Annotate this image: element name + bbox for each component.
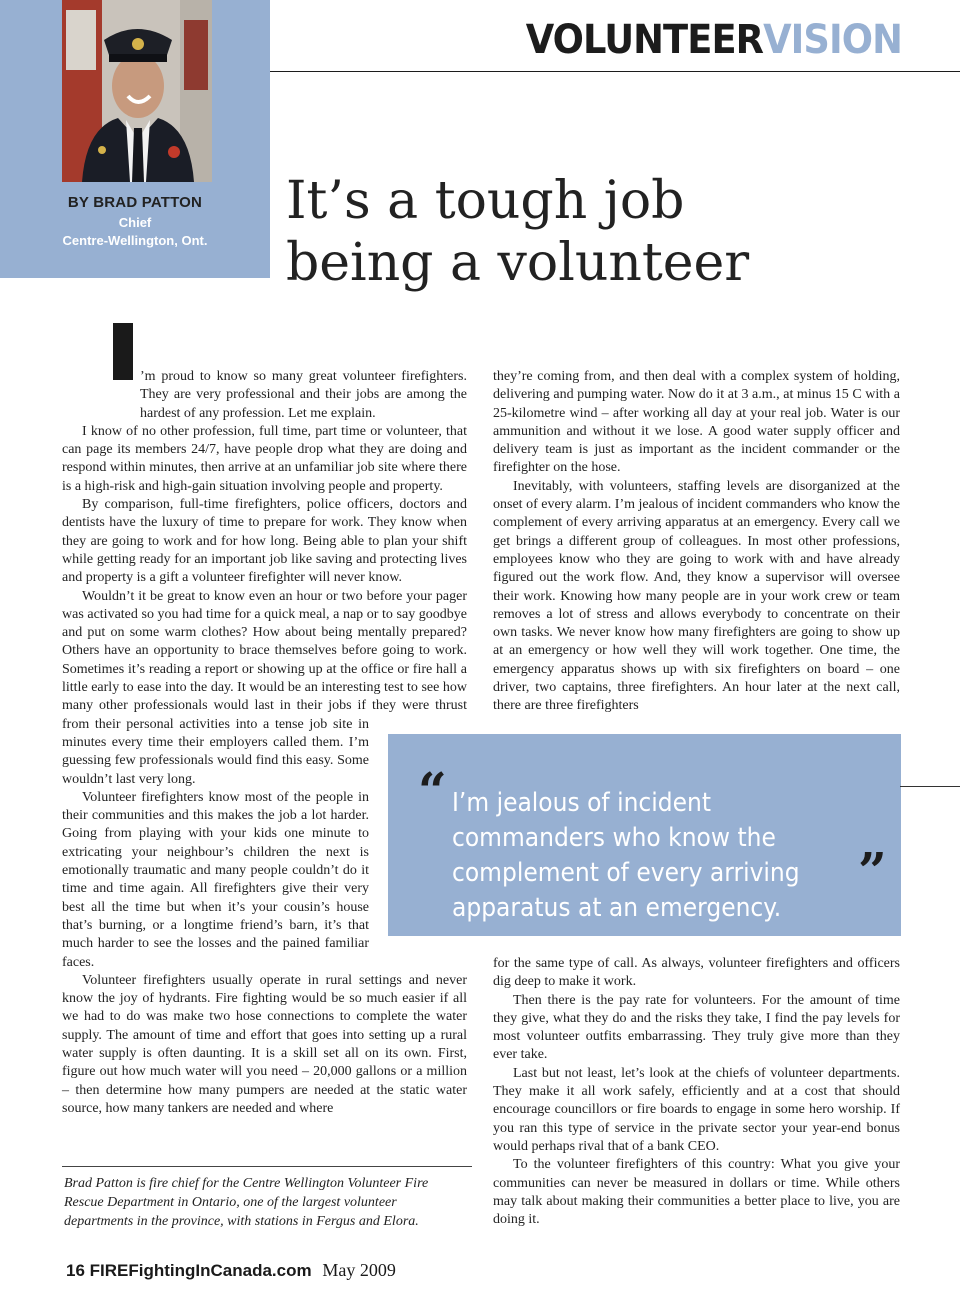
page-footer — [66, 1260, 396, 1281]
author-name: BY BRAD PATTON — [67, 194, 203, 211]
paragraph: By comparison, full-time firefighters, police officers, doctors and dentists have the luxury of time to prepare for work. They know when they are going to work and for how long. Being able to plan your shift while getting ready for an important job like saving and protecting lives and property is a gift a volunteer firefighter will never know. — [62, 497, 467, 586]
author-title: Chief — [118, 215, 152, 230]
paragraph: they’re coming from, and then deal with a complex system of holding, delivering and pumping water. Now do it at 3 a.m., at minus 15 C with a 25-kilometre wind – after working all day at your real job. Water is our ammunition and without it we lose. A good water supply officer and delivery team is just as important as the incident commander or the firefighter on the hose. — [493, 369, 900, 476]
bio-rule — [62, 1166, 472, 1167]
masthead-rule — [270, 71, 960, 72]
paragraph: Volunteer firefighters usually operate in rural settings and never know the joy of hydrants. Fire fighting would be so much easier if all we had to do was make two hose connections to complete the water supply. The amount of time and effort that goes into setting up a rural water supply is often daunting. It is a skill set all on its own. First, figure out how much water will you need – 20,000 gallons or a million – then determine how many pumpers are needed at the static water source, how many tankers are needed and where — [62, 972, 467, 1116]
paragraph: Wouldn’t it be great to know even an hour or two before your pager was activated so you had time for a quick meal, a nap or to say goodbye and put on some warm clothes? How about being mentally prepared? Others have an opportunity to brace themselves before going to work. Sometimes it’s reading a report or showing up at the office or fire hall a little early to ease into the day. It would be an interesting test to see how many other professionals would last in their jobs if they were thrust from their personal activities into a tense job site in minutes every time their employers called them. I’m guessing few professionals would find this easy. Some wouldn’t last very long. — [62, 588, 467, 787]
paragraph: Then there is the pay rate for volunteers. For the amount of time they give, what they do and the risks they take, I find the pay levels for most volunteer outfits embarrassing. They truly give more than they ever take. — [493, 992, 900, 1063]
paragraph: for the same type of call. As always, volunteer firefighters and officers dig deep to make it work. — [493, 956, 900, 990]
article-column-right-top — [493, 368, 900, 716]
headline-line-2: being a volunteer — [286, 233, 750, 293]
article-column-right-bottom — [493, 955, 900, 1229]
masthead-vision: VISION — [763, 17, 902, 63]
author-bio: Brad Patton is fire chief for the Centre Wellington Volunteer Fire Rescue Department in Ontario, one of the largest volunteer departments in the province, with stations in Fergus and Elora. — [64, 1176, 429, 1229]
masthead-volunteer: VOLUNTEER — [525, 17, 764, 63]
author-photo — [62, 0, 212, 182]
article-headline — [286, 170, 749, 294]
paragraph: Inevitably, with volunteers, staffing levels are disorganized at the onset of every alarm. I’m jealous of incident commanders who know the complement of every arriving apparatus at an emergency. Every call we get brings a different group of colleagues. In most other professions, employees know who they are going to work with and have already figured out the work flow. And, they know a supervisor will oversee their work. Knowing how many people are in your work crew or team removes a lot of stress and allows everybody to concentrate on their own tasks. We never know how many firefighters are going to show up at an emergency or how well they will work together. One time, the emergency apparatus shows up with six firefighters on board – one driver, two captains, three firefighters. An hour later at the next call, there are three firefighters — [493, 478, 900, 714]
paragraph: I know of no other profession, full time, part time or volunteer, that can page its members 24/7, have people drop what they are doing and respond within minutes, then arrive at an unfamiliar job site where there is a high-risk and high-gain situation involving people and property. — [62, 423, 467, 494]
byline — [0, 194, 270, 250]
open-quote-icon: “ — [418, 761, 447, 820]
paragraph: ’m proud to know so many great volunteer firefighters. They are very professional and their jobs are among the hardest of any profession. Let me explain. — [140, 369, 467, 421]
pull-quote-rule — [900, 786, 960, 787]
paragraph: Volunteer firefighters know most of the people in their communities and this makes the job a lot harder. Going from playing with your kids one minute to extricating your neighbour’s children the next is emotionally traumatic and many people couldn’t do it time and time again. All firefighters give their very best all the time but when it’s your cousin’s house that’s burning, or a longtime friend’s barn, it’s that much harder to see the losses and the pained familiar faces. — [62, 789, 369, 970]
author-location: Centre-Wellington, Ont. — [62, 233, 208, 248]
pull-quote-text: I’m jealous of incident commanders who know the complement of every arriving apparatus at an emergency. — [452, 788, 800, 923]
section-masthead — [526, 14, 902, 66]
page-number: 16 — [66, 1261, 85, 1280]
footer-site-link[interactable]: FIREFightingInCanada.com — [89, 1261, 312, 1280]
close-quote-icon: ” — [858, 841, 887, 900]
issue-date: May 2009 — [322, 1260, 396, 1280]
headline-line-1: It’s a tough job — [286, 171, 685, 231]
paragraph: To the volunteer firefighters of this country: What you give your communities can never be measured in dollars or time. While others may talk about making their communities a better place to live, you are doing it. — [493, 1157, 900, 1228]
paragraph: Last but not least, let’s look at the chiefs of volunteer departments. They make it all work safely, efficiently and at a cost that should encourage councillors or fire boards to engage in some hero worship. If you ran this type of service in the private sector your year-end bonus would perhaps rival that of a bank CEO. — [493, 1065, 900, 1154]
firefighter-portrait-icon — [62, 0, 212, 182]
